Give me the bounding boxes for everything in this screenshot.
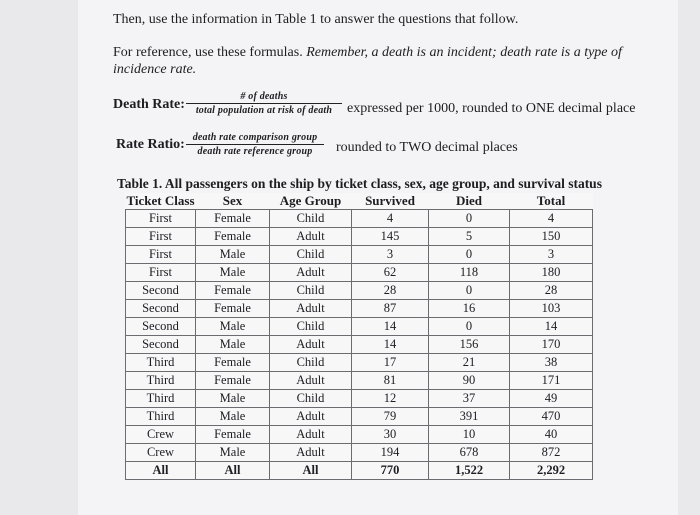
cell-survived: 81 [352, 372, 429, 390]
cell-age-group: Adult [270, 228, 352, 246]
cell-ticket-class: Third [126, 372, 196, 390]
cell-died: 0 [429, 318, 510, 336]
reference-note: Remember, a death is an incident; death rate is a type of incidence rate. [113, 45, 622, 77]
cell-age-group: Adult [270, 336, 352, 354]
cell-sex: Female [196, 354, 270, 372]
cell-sex: Male [196, 336, 270, 354]
table-row [126, 228, 593, 246]
cell-survived: 145 [352, 228, 429, 246]
cell-ticket-class: Third [126, 408, 196, 426]
cell-survived: 28 [352, 282, 429, 300]
cell-sex: Male [196, 318, 270, 336]
cell-total: 470 [510, 408, 593, 426]
header-total: Total [536, 193, 566, 208]
cell-died: 10 [429, 426, 510, 444]
death-rate-numerator: # of deaths [240, 91, 288, 102]
cell-ticket-class: First [126, 228, 196, 246]
table-row [126, 426, 593, 444]
table-caption: Table 1. All passengers on the ship by ticket class, sex, age group, and survival status [117, 176, 602, 191]
cell-died: 156 [429, 336, 510, 354]
cell-age-group: Adult [270, 408, 352, 426]
table-row [126, 300, 593, 318]
cell-ticket-class: Second [126, 318, 196, 336]
death-rate-fraction [186, 91, 342, 116]
cell-age-group: Child [270, 318, 352, 336]
cell-died: 391 [429, 408, 510, 426]
cell-sex: Male [196, 408, 270, 426]
cell-ticket-class: Third [126, 354, 196, 372]
cell-total: 4 [510, 210, 593, 228]
cell-total: 872 [510, 444, 593, 462]
cell-ticket-class: Third [126, 390, 196, 408]
reference-text [113, 44, 633, 78]
cell-died: 1,522 [429, 462, 510, 480]
cell-survived: 770 [352, 462, 429, 480]
cell-survived: 17 [352, 354, 429, 372]
cell-total: 103 [510, 300, 593, 318]
cell-survived: 87 [352, 300, 429, 318]
cell-died: 678 [429, 444, 510, 462]
cell-total: 171 [510, 372, 593, 390]
reference-lead: For reference, use these formulas. [113, 45, 303, 60]
cell-sex: Male [196, 264, 270, 282]
cell-sex: Male [196, 246, 270, 264]
passenger-table [125, 193, 593, 480]
table-row [126, 318, 593, 336]
cell-age-group: All [270, 462, 352, 480]
cell-ticket-class: Second [126, 282, 196, 300]
table-total-row [126, 462, 593, 480]
table-header-row [126, 193, 593, 210]
header-age-group: Age Group [279, 193, 342, 208]
header-ticket-class: Ticket Class [126, 193, 195, 208]
cell-sex: Female [196, 210, 270, 228]
rate-ratio-suffix: rounded to TWO decimal places [336, 140, 518, 155]
cell-total: 170 [510, 336, 593, 354]
cell-total: 150 [510, 228, 593, 246]
table-row [126, 354, 593, 372]
cell-age-group: Child [270, 354, 352, 372]
cell-ticket-class: First [126, 210, 196, 228]
cell-died: 21 [429, 354, 510, 372]
table-row [126, 408, 593, 426]
death-rate-denominator: total population at risk of death [186, 103, 342, 116]
cell-survived: 14 [352, 336, 429, 354]
cell-survived: 30 [352, 426, 429, 444]
table-row [126, 390, 593, 408]
cell-died: 0 [429, 246, 510, 264]
table-row [126, 246, 593, 264]
table-row [126, 336, 593, 354]
rate-ratio-fraction [186, 132, 324, 157]
table-row [126, 264, 593, 282]
cell-ticket-class: Second [126, 336, 196, 354]
cell-age-group: Adult [270, 264, 352, 282]
cell-age-group: Child [270, 282, 352, 300]
cell-died: 37 [429, 390, 510, 408]
cell-died: 0 [429, 210, 510, 228]
cell-survived: 14 [352, 318, 429, 336]
cell-ticket-class: First [126, 246, 196, 264]
cell-ticket-class: Crew [126, 444, 196, 462]
table-row [126, 210, 593, 228]
cell-age-group: Adult [270, 426, 352, 444]
cell-sex: Male [196, 444, 270, 462]
cell-total: 38 [510, 354, 593, 372]
cell-age-group: Child [270, 390, 352, 408]
cell-sex: Male [196, 390, 270, 408]
cell-died: 118 [429, 264, 510, 282]
cell-age-group: Adult [270, 372, 352, 390]
cell-total: 3 [510, 246, 593, 264]
cell-ticket-class: Crew [126, 426, 196, 444]
cell-total: 2,292 [510, 462, 593, 480]
cell-age-group: Adult [270, 444, 352, 462]
cell-survived: 62 [352, 264, 429, 282]
cell-died: 16 [429, 300, 510, 318]
intro-text: Then, use the information in Table 1 to answer the questions that follow. [113, 12, 519, 27]
header-sex: Sex [222, 193, 243, 208]
cell-ticket-class: All [126, 462, 196, 480]
death-rate-label: Death Rate: [113, 97, 185, 112]
cell-sex: Female [196, 228, 270, 246]
cell-died: 5 [429, 228, 510, 246]
cell-died: 90 [429, 372, 510, 390]
cell-sex: Female [196, 426, 270, 444]
rate-ratio-numerator: death rate comparison group [192, 132, 318, 143]
death-rate-suffix: expressed per 1000, rounded to ONE decimal place [347, 101, 636, 116]
cell-total: 49 [510, 390, 593, 408]
table-row [126, 444, 593, 462]
cell-sex: Female [196, 300, 270, 318]
cell-ticket-class: First [126, 264, 196, 282]
cell-age-group: Child [270, 246, 352, 264]
cell-survived: 194 [352, 444, 429, 462]
rate-ratio-label: Rate Ratio: [116, 137, 185, 152]
cell-sex: All [196, 462, 270, 480]
header-survived: Survived [365, 193, 415, 208]
cell-total: 180 [510, 264, 593, 282]
cell-survived: 4 [352, 210, 429, 228]
cell-sex: Female [196, 282, 270, 300]
cell-survived: 79 [352, 408, 429, 426]
cell-age-group: Child [270, 210, 352, 228]
header-died: Died [456, 193, 482, 208]
cell-total: 14 [510, 318, 593, 336]
rate-ratio-denominator: death rate reference group [186, 144, 324, 157]
table-row [126, 372, 593, 390]
cell-total: 40 [510, 426, 593, 444]
cell-died: 0 [429, 282, 510, 300]
cell-total: 28 [510, 282, 593, 300]
cell-ticket-class: Second [126, 300, 196, 318]
cell-survived: 12 [352, 390, 429, 408]
table-row [126, 282, 593, 300]
cell-sex: Female [196, 372, 270, 390]
cell-age-group: Adult [270, 300, 352, 318]
cell-survived: 3 [352, 246, 429, 264]
